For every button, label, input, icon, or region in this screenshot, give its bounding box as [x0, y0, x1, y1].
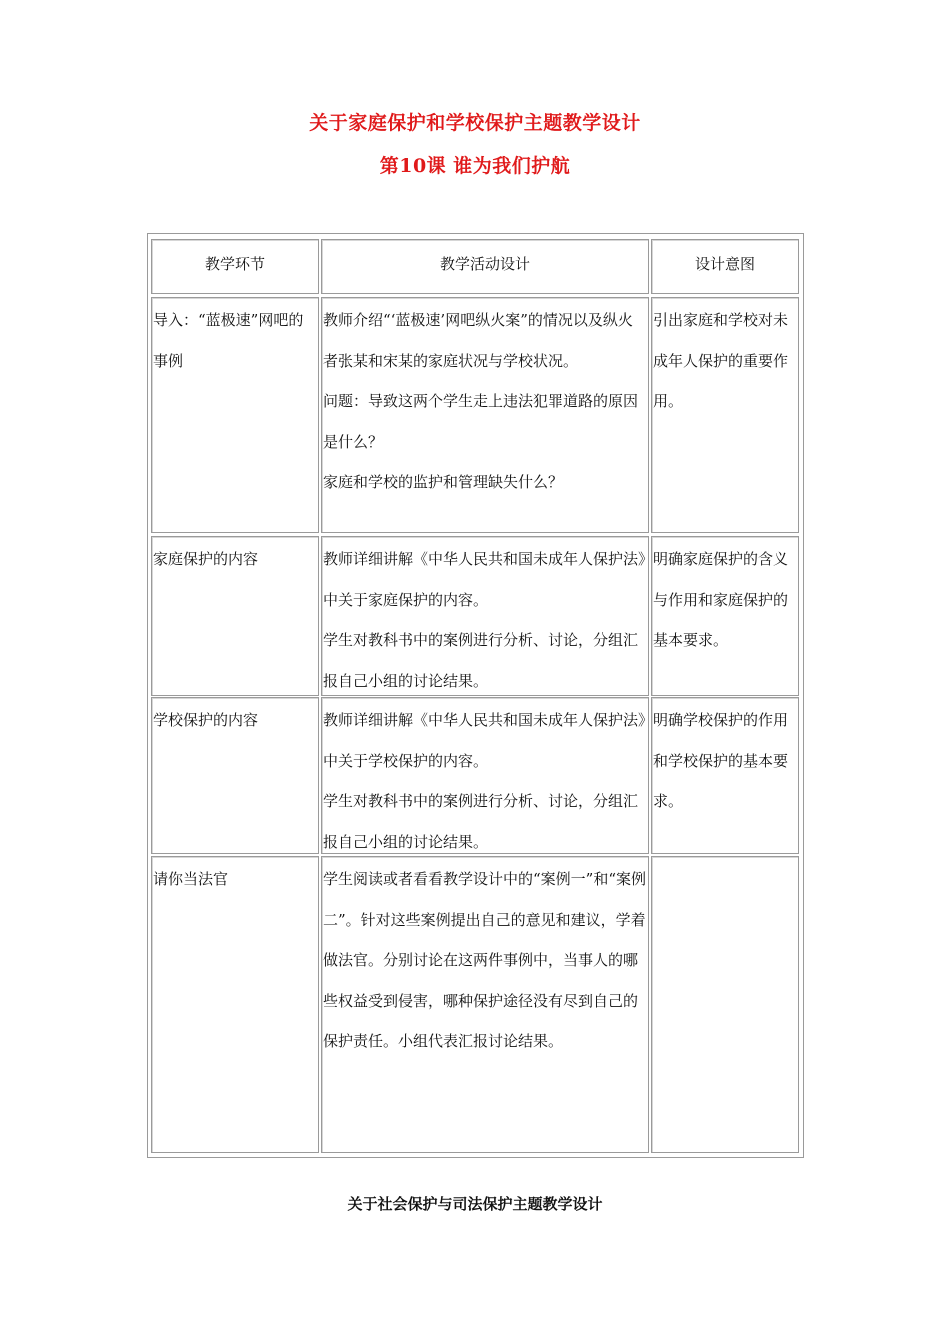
row-3-activity-p1: 教师详细讲解《中华人民共和国未成年人保护法》中关于学校保护的内容。	[323, 711, 646, 770]
page-title: 关于家庭保护和学校保护主题教学设计	[309, 112, 641, 134]
header-intent: 设计意图	[651, 239, 799, 294]
row-1-activity-p3: 家庭和学校的监护和管理缺失什么？	[323, 473, 564, 491]
row-4-intent	[651, 856, 799, 1153]
row-4-activity	[321, 856, 649, 1153]
row-3-stage: 学校保护的内容	[151, 697, 319, 854]
row-1-activity	[321, 297, 649, 533]
row-1-stage: 导入：“蓝极速”网吧的事例	[151, 297, 319, 533]
row-1-activity-p2: 问题：导致这两个学生走上违法犯罪道路的原因是什么？	[323, 392, 639, 451]
row-3-activity	[321, 697, 649, 854]
row-2-activity-p1: 教师详细讲解《中华人民共和国未成年人保护法》中关于家庭保护的内容。	[323, 550, 646, 609]
row-3-intent: 明确学校保护的作用和学校保护的基本要求。	[651, 697, 799, 854]
row-2-intent: 明确家庭保护的含义与作用和家庭保护的基本要求。	[651, 536, 799, 696]
row-2-activity-p2: 学生对教科书中的案例进行分析、讨论，分组汇报自己小组的讨论结果。	[323, 631, 639, 690]
lesson-title: 第10课 谁为我们护航	[379, 155, 571, 177]
row-4-stage: 请你当法官	[151, 856, 319, 1153]
row-2-activity	[321, 536, 649, 696]
header-stage: 教学环节	[151, 239, 319, 294]
row-3-activity-p2: 学生对教科书中的案例进行分析、讨论，分组汇报自己小组的讨论结果。	[323, 792, 639, 851]
row-1-intent: 引出家庭和学校对未成年人保护的重要作用。	[651, 297, 799, 533]
row-4-activity-p1: 学生阅读或者看看教学设计中的“案例一”和“案例二”。针对这些案例提出自己的意见和建议，学着做法官。分别讨论在这两件事例中，当事人的哪些权益受到侵害，哪种保护途径没有尽到自己的保护责任。小组代表汇报讨论结果。	[323, 870, 647, 1050]
header-activity: 教学活动设计	[321, 239, 649, 294]
row-1-activity-p1: 教师介绍“‘蓝极速’网吧纵火案”的情况以及纵火者张某和宋某的家庭状况与学校状况。	[323, 311, 633, 370]
next-section-title: 关于社会保护与司法保护主题教学设计	[347, 1195, 603, 1213]
lesson-plan-table	[147, 233, 804, 1158]
row-2-stage: 家庭保护的内容	[151, 536, 319, 696]
